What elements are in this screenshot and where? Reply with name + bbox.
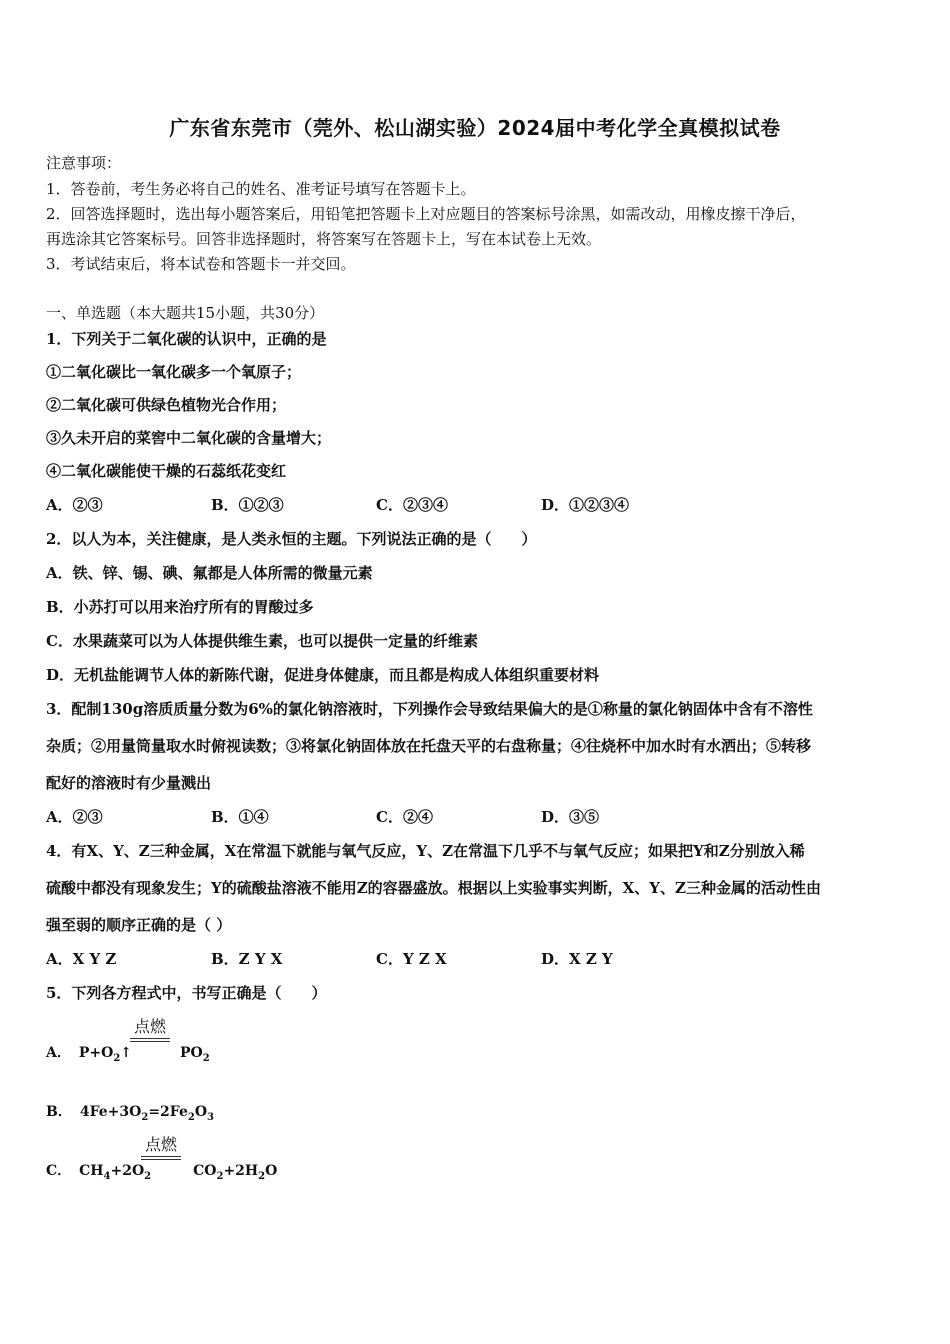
notice-heading: 注意事项：	[46, 154, 122, 172]
q1-statement-4: ④二氧化碳能使干燥的石蕊纸花变红	[46, 462, 287, 480]
q5-option-a[interactable]: A． $P+O_2↑$ $PO_2$	[46, 1045, 210, 1064]
q3-option-c[interactable]: C．②④	[376, 808, 433, 826]
exam-title: 广东省东莞市（莞外、松山湖实验）2024届中考化学全真模拟试卷	[169, 116, 781, 140]
q5-c-condition: 点燃	[141, 1132, 181, 1160]
q3-stem-line-3: 配好的溶液时有少量溅出	[46, 774, 212, 792]
section-heading: 一、单选题（本大题共15小题，共30分）	[46, 304, 325, 322]
q5-a-condition: 点燃	[130, 1014, 170, 1042]
q3-option-d[interactable]: D．③⑤	[541, 808, 600, 826]
q3-stem-line-1: 3．配制130g溶质质量分数为6%的氯化钠溶液时，下列操作会导致结果偏大的是①称量的氯化钠固体中含有不溶性	[46, 700, 813, 718]
q4-stem-line-2: 硫酸中都没有现象发生；Y的硫酸盐溶液不能用Z的容器盛放。根据以上实验事实判断，X、Y、Z三种金属的活动性由	[46, 879, 821, 897]
q4-option-b[interactable]: B．Z Y X	[211, 950, 283, 968]
q4-option-c[interactable]: C．Y Z X	[376, 950, 447, 968]
q1-option-a[interactable]: A．②③	[46, 496, 103, 514]
q1-option-d[interactable]: D．①②③④	[541, 496, 630, 514]
q3-option-b[interactable]: B．①④	[211, 808, 269, 826]
q5-option-b[interactable]: B． $4Fe+3O_2=2Fe_2O_3$	[46, 1104, 215, 1123]
notice-item-2: 2．回答选择题时，选出每小题答案后，用铅笔把答题卡上对应题目的答案标号涂黑，如需改动，用橡皮擦干净后，	[46, 205, 806, 223]
q1-stem: 1．下列关于二氧化碳的认识中，正确的是	[46, 330, 327, 348]
q1-option-c[interactable]: C．②③④	[376, 496, 448, 514]
q2-option-b[interactable]: B．小苏打可以用来治疗所有的胃酸过多	[46, 598, 314, 616]
q1-statement-2: ②二氧化碳可供绿色植物光合作用；	[46, 396, 287, 414]
q4-stem-line-1: 4．有X、Y、Z三种金属，X在常温下就能与氧气反应，Y、Z在常温下几乎不与氧气反应；如果把Y和Z分别放入稀	[46, 842, 805, 860]
notice-item-2-cont: 再选涂其它答案标号。回答非选择题时，将答案写在答题卡上，写在本试卷上无效。	[46, 230, 602, 248]
q3-stem-line-2: 杂质；②用量筒量取水时俯视读数；③将氯化钠固体放在托盘天平的右盘称量；④往烧杯中加水时有水洒出；⑤转移	[46, 737, 812, 755]
q5-stem: 5．下列各方程式中，书写正确是（ ）	[46, 984, 327, 1002]
q4-stem-line-3: 强至弱的顺序正确的是（ ）	[46, 916, 232, 934]
notice-item-3: 3．考试结束后，将本试卷和答题卡一并交回。	[46, 255, 356, 273]
q2-stem: 2．以人为本，关注健康，是人类永恒的主题。下列说法正确的是（ ）	[46, 530, 537, 548]
q1-option-b[interactable]: B．①②③	[211, 496, 284, 514]
q2-option-c[interactable]: C．水果蔬菜可以为人体提供维生素，也可以提供一定量的纤维素	[46, 632, 478, 650]
notice-item-1: 1．答卷前，考生务必将自己的姓名、准考证号填写在答题卡上。	[46, 180, 476, 198]
q3-option-a[interactable]: A．②③	[46, 808, 103, 826]
q1-statement-1: ①二氧化碳比一氧化碳多一个氧原子；	[46, 363, 302, 381]
q2-option-d[interactable]: D．无机盐能调节人体的新陈代谢，促进身体健康，而且都是构成人体组织重要材料	[46, 666, 600, 684]
q1-statement-3: ③久未开启的菜窖中二氧化碳的含量增大；	[46, 429, 332, 447]
q5-option-c[interactable]: C． $CH_4+2O_2$ $CO_2+2H_2O$	[46, 1163, 278, 1182]
q2-option-a[interactable]: A．铁、锌、锡、碘、氟都是人体所需的微量元素	[46, 564, 373, 582]
q4-option-a[interactable]: A．X Y Z	[46, 950, 117, 968]
q4-option-d[interactable]: D．X Z Y	[541, 950, 613, 968]
